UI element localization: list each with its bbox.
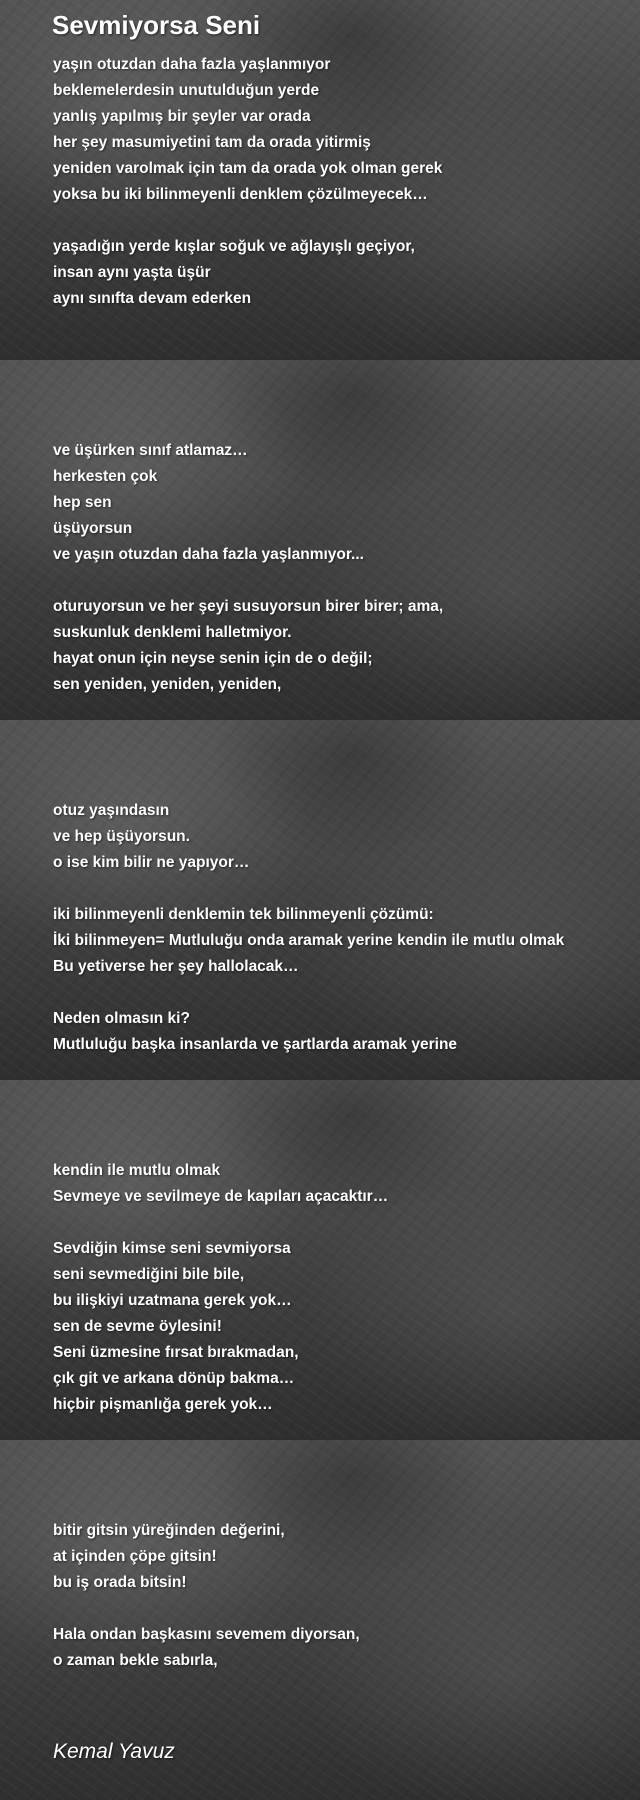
poem-line: üşüyorsun — [53, 520, 133, 537]
poem-line: suskunluk denklemi halletmiyor. — [53, 624, 292, 641]
poem-line: İki bilinmeyen= Mutluluğu onda aramak yerine kendin ile mutlu olmak — [53, 932, 565, 949]
poem-line: sen yeniden, yeniden, yeniden, — [53, 676, 282, 693]
poem-line — [53, 1132, 633, 1158]
poem-line: herkesten çok — [53, 468, 158, 485]
poem-line: bitir gitsin yüreğinden değerini, — [53, 1522, 285, 1539]
poem-line: seni sevmediğini bile bile, — [53, 1266, 245, 1283]
poem-line: Seni üzmesine fırsat bırakmadan, — [53, 1344, 299, 1361]
poem-line: sen de sevme öylesini! — [53, 1318, 222, 1335]
poem-line: at içinden çöpe gitsin! — [53, 1548, 217, 1565]
poem-stanza-block — [53, 412, 633, 698]
poem-line: ve hep üşüyorsun. — [53, 828, 190, 845]
poem-line: yaşadığın yerde kışlar soğuk ve ağlayışlı geçiyor, — [53, 238, 415, 255]
poem-line: ve üşürken sınıf atlamaz… — [53, 442, 248, 459]
poem-panel-1 — [0, 0, 640, 358]
poem-line — [53, 1492, 633, 1518]
poem-panel-4 — [0, 1080, 640, 1438]
poem-line: hep sen — [53, 494, 112, 511]
poem-stanza-block — [53, 772, 633, 1058]
poem-line: Mutluluğu başka insanlarda ve şartlarda aramak yerine — [53, 1036, 458, 1053]
poem-line — [53, 208, 633, 234]
author-signature: Kemal Yavuz — [53, 1740, 175, 1763]
poem-stanza-block — [53, 1492, 633, 1674]
poem-line: bu ilişkiyi uzatmana gerek yok… — [53, 1292, 292, 1309]
poem-line: o ise kim bilir ne yapıyor… — [53, 854, 250, 871]
poem-stanza-block — [53, 1132, 633, 1418]
poem-line: her şey masumiyetini tam da orada yitirmiş — [53, 134, 371, 151]
poem-line — [53, 772, 633, 798]
poem-line: insan aynı yaşta üşür — [53, 264, 211, 281]
poem-line: Sevmeye ve sevilmeye de kapıları açacaktır… — [53, 1188, 389, 1205]
poem-line — [53, 568, 633, 594]
poem-line: otuz yaşındasın — [53, 802, 170, 819]
poem-line: Sevdiğin kimse seni sevmiyorsa — [53, 1240, 291, 1257]
poem-stanza-block — [53, 52, 633, 312]
poem-line: kendin ile mutlu olmak — [53, 1162, 221, 1179]
poem-line: hiçbir pişmanlığa gerek yok… — [53, 1396, 273, 1413]
poem-line: o zaman bekle sabırla, — [53, 1652, 218, 1669]
poem-line: Neden olmasın ki? — [53, 1010, 190, 1027]
poem-line: hayat onun için neyse senin için de o değil; — [53, 650, 373, 667]
poem-title: Sevmiyorsa Seni — [52, 10, 261, 40]
poem-line: yeniden varolmak için tam da orada yok olman gerek — [53, 160, 443, 177]
poem-line: bu iş orada bitsin! — [53, 1574, 187, 1591]
poem-line: oturuyorsun ve her şeyi susuyorsun birer birer; ama, — [53, 598, 444, 615]
poem-line: Hala ondan başkasını sevemem diyorsan, — [53, 1626, 360, 1643]
poem-panel-3 — [0, 720, 640, 1078]
poem-line: Bu yetiverse her şey hallolacak… — [53, 958, 299, 975]
poem-line — [53, 1596, 633, 1622]
poem-line: yaşın otuzdan daha fazla yaşlanmıyor — [53, 56, 331, 73]
poem-line: beklemelerdesin unutulduğun yerde — [53, 82, 320, 99]
poem-line: yoksa bu iki bilinmeyenli denklem çözülmeyecek… — [53, 186, 428, 203]
poem-line — [53, 1210, 633, 1236]
poem-line: yanlış yapılmış bir şeyler var orada — [53, 108, 311, 125]
poem-line — [53, 412, 633, 438]
poem-line — [53, 980, 633, 1006]
poem-line — [53, 876, 633, 902]
poem-panel-5 — [0, 1440, 640, 1800]
poem-line: aynı sınıfta devam ederken — [53, 290, 252, 307]
poem-line: çık git ve arkana dönüp bakma… — [53, 1370, 295, 1387]
poem-line: iki bilinmeyenli denklemin tek bilinmeyenli çözümü: — [53, 906, 434, 923]
poem-line: ve yaşın otuzdan daha fazla yaşlanmıyor... — [53, 546, 364, 563]
poem-panel-2 — [0, 360, 640, 718]
